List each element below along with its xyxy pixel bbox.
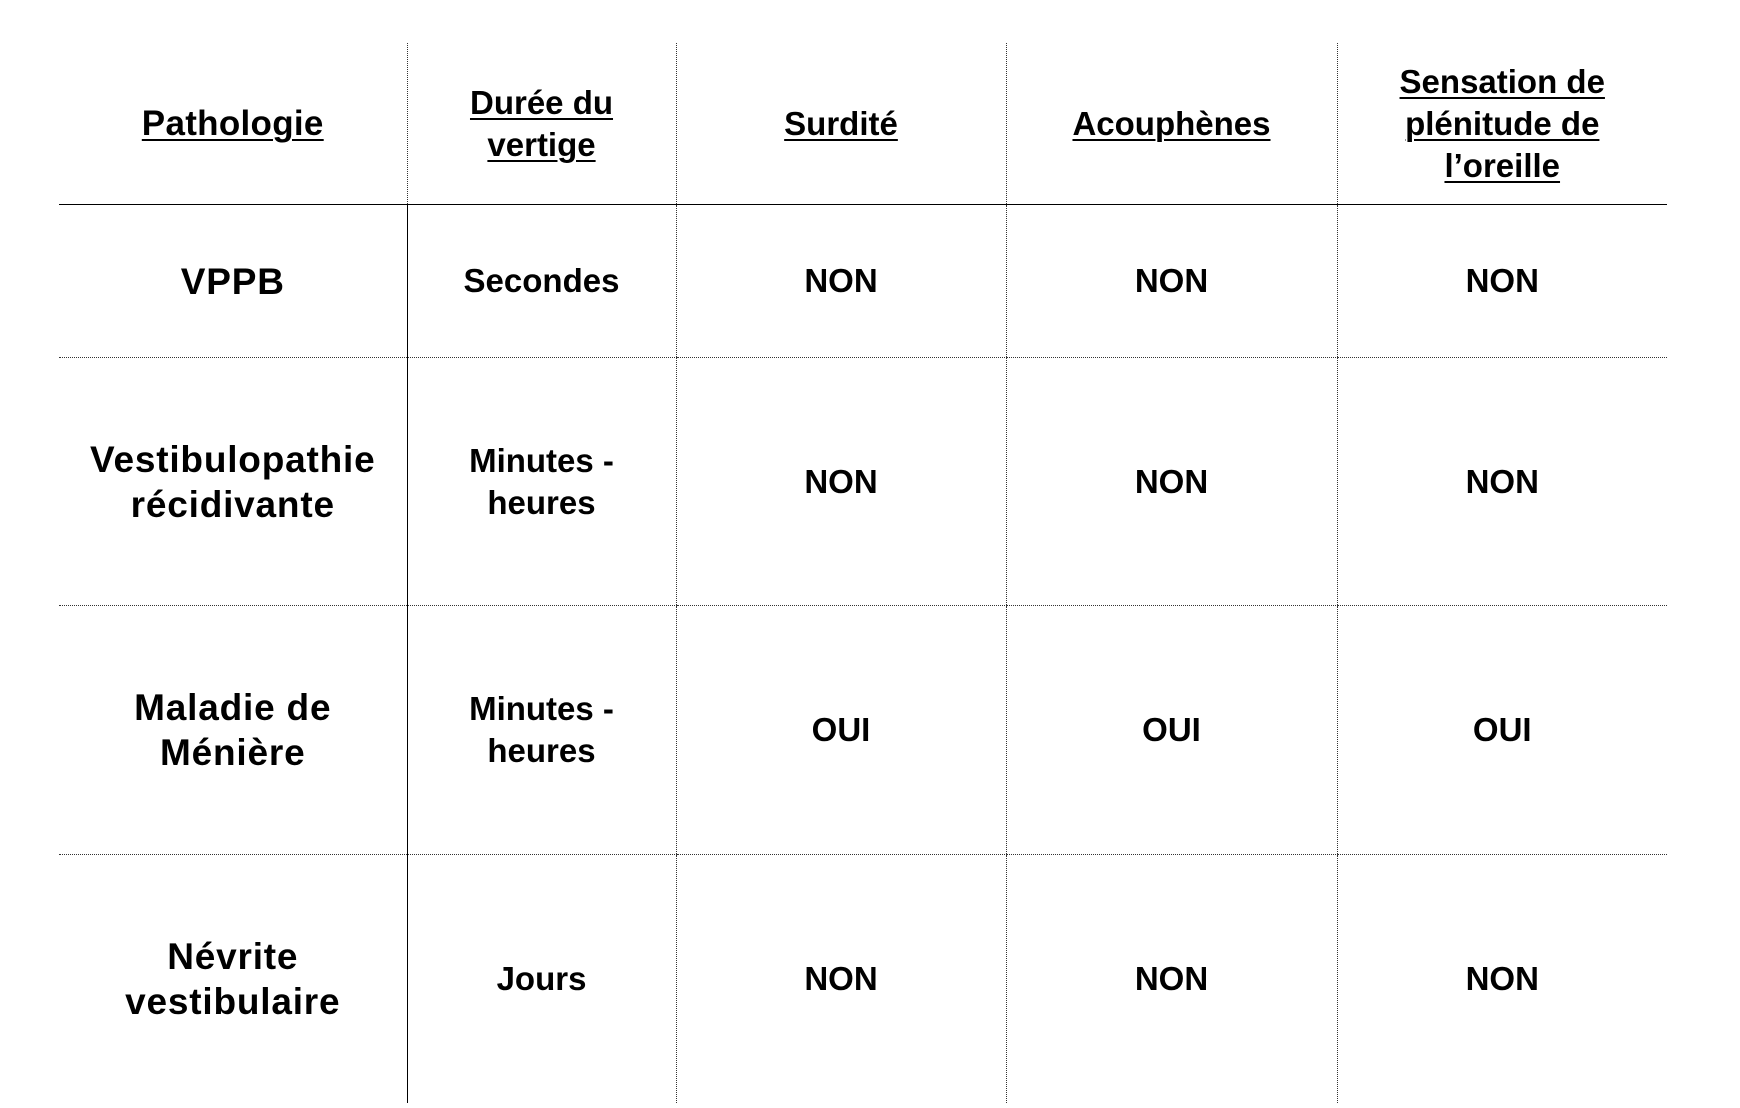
pathologie-label: Vestibulopathie récidivante (90, 438, 376, 525)
cell-plenitude (1337, 358, 1667, 606)
plenitude-value: OUI (1472, 711, 1532, 748)
duree-value: Minutes -heures (469, 441, 614, 521)
table-row (59, 205, 1667, 358)
plenitude-value: NON (1465, 960, 1539, 997)
cell-pathologie (59, 855, 407, 1104)
surdite-value: NON (804, 960, 878, 997)
header-pathologie: Pathologie (141, 103, 324, 143)
header-duree: Durée du vertige (469, 83, 614, 163)
cell-surdite (676, 855, 1006, 1104)
surdite-value: NON (804, 262, 878, 299)
duree-value: Minutes - heures (469, 690, 614, 769)
cell-surdite (676, 358, 1006, 606)
cell-surdite (676, 606, 1006, 855)
cell-acouphenes (1006, 855, 1337, 1104)
cell-duree (407, 855, 676, 1104)
header-cell-surdite (676, 43, 1006, 205)
acouphenes-value: OUI (1142, 711, 1201, 748)
vertigo-comparison-table (59, 43, 1667, 1103)
pathologie-label: Maladie de Ménière (134, 687, 332, 773)
acouphenes-value: NON (1134, 960, 1209, 997)
table-row (59, 358, 1667, 606)
plenitude-value: NON (1465, 462, 1539, 500)
pathologie-label: VPPB (180, 260, 285, 302)
cell-plenitude (1337, 205, 1667, 358)
duree-value: Jours (496, 960, 587, 997)
cell-plenitude (1337, 855, 1667, 1104)
cell-acouphenes (1006, 358, 1337, 606)
header-surdite: Surdité (784, 104, 898, 142)
header-cell-plenitude (1337, 43, 1667, 205)
cell-acouphenes (1006, 205, 1337, 358)
acouphenes-value: NON (1134, 262, 1209, 299)
cell-acouphenes (1006, 606, 1337, 855)
header-cell-acouphenes (1006, 43, 1337, 205)
cell-surdite (676, 205, 1006, 358)
cell-duree (407, 358, 676, 606)
pathologie-label: Névrite vestibulaire (125, 936, 341, 1022)
header-cell-duree (407, 43, 676, 205)
table-row (59, 606, 1667, 855)
cell-plenitude (1337, 606, 1667, 855)
duree-value: Secondes (463, 262, 620, 299)
header-acouphenes: Acouphènes (1072, 104, 1271, 142)
cell-pathologie (59, 358, 407, 606)
cell-pathologie (59, 606, 407, 855)
cell-duree (407, 205, 676, 358)
cell-duree (407, 606, 676, 855)
plenitude-value: NON (1465, 262, 1539, 299)
surdite-value: NON (804, 462, 878, 500)
header-cell-pathologie (59, 43, 407, 205)
table-header-row (59, 43, 1667, 205)
cell-pathologie (59, 205, 407, 358)
header-plenitude: Sensation de plénitude de l’oreille (1399, 62, 1605, 184)
surdite-value: OUI (811, 711, 871, 748)
acouphenes-value: NON (1134, 462, 1209, 500)
table-row (59, 855, 1667, 1104)
